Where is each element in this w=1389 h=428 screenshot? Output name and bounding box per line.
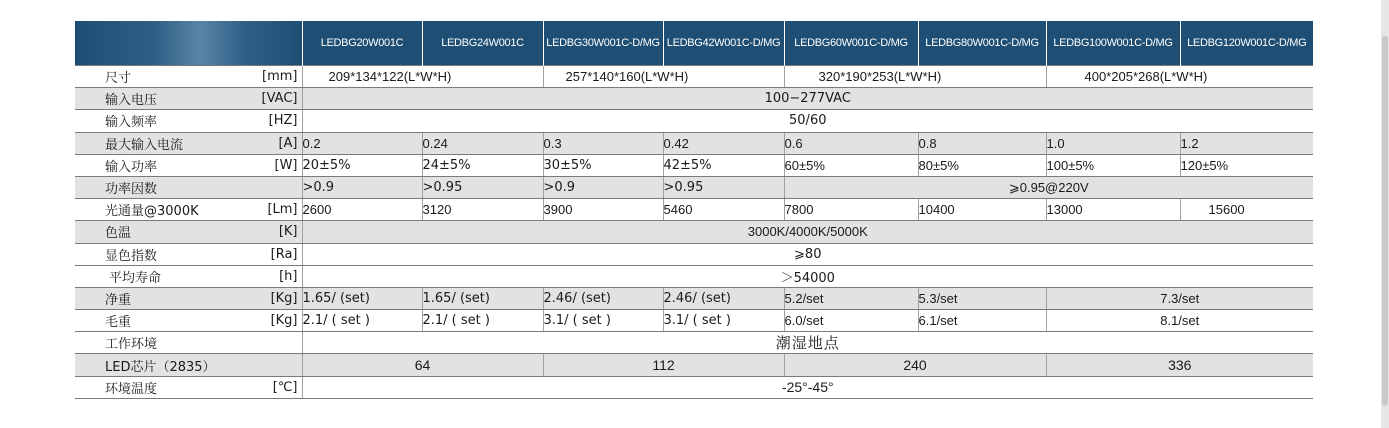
row-label: 尺寸 [75, 66, 219, 88]
cell-value: 0.3 [543, 132, 663, 154]
row-label: 输入频率 [75, 110, 219, 132]
cell-value: 2.1/ ( set ) [302, 310, 422, 332]
row-label: 工作环境 [75, 332, 219, 354]
cell-value: 80±5% [918, 154, 1046, 176]
row-unit: [A] [219, 132, 302, 154]
spec-table [75, 21, 1313, 399]
row-label: 色温 [75, 221, 219, 243]
row-unit: [VAC] [219, 88, 302, 110]
row-luminous-flux [75, 199, 1313, 221]
row-net-weight [75, 287, 1313, 309]
row-color-temp [75, 221, 1313, 243]
cell-value: 5.3/set [918, 287, 1046, 309]
cell-value: 1.2 [1180, 132, 1313, 154]
cell-value: >0.9 [302, 176, 422, 198]
cell-value: 7800 [784, 199, 918, 221]
cell-value: 24±5% [422, 154, 543, 176]
row-ambient-temp [75, 376, 1313, 398]
cell-value: ＞54000 [302, 265, 1313, 287]
cell-value: 240 [784, 354, 1046, 376]
cell-value: 10400 [918, 199, 1046, 221]
cell-value: 15600 [1180, 199, 1313, 221]
cell-value: 64 [302, 354, 543, 376]
row-unit: [Lm] [219, 199, 302, 221]
cell-value: 2.46/ (set) [663, 287, 784, 309]
row-label: 平均寿命 [75, 265, 219, 287]
cell-value: 20±5% [302, 154, 422, 176]
cell-value: 257*140*160(L*W*H) [543, 66, 784, 88]
cell-value: 0.6 [784, 132, 918, 154]
header-row [75, 21, 1313, 66]
row-label: 光通量@3000K [75, 199, 219, 221]
vertical-scrollbar[interactable] [1381, 0, 1389, 428]
cell-value: 1.65/ (set) [302, 287, 422, 309]
row-unit [219, 176, 302, 198]
cell-value: 3000K/4000K/5000K [302, 221, 1313, 243]
cell-value: 209*134*122(L*W*H) [302, 66, 543, 88]
cell-value: 5460 [663, 199, 784, 221]
cell-value: 120±5% [1180, 154, 1313, 176]
cell-value: >0.95 [663, 176, 784, 198]
cell-value: 0.8 [918, 132, 1046, 154]
row-input-voltage [75, 88, 1313, 110]
cell-value: 1.65/ (set) [422, 287, 543, 309]
row-unit: [mm] [219, 66, 302, 88]
row-unit: [Kg] [219, 287, 302, 309]
cell-value: 400*205*268(L*W*H) [1046, 66, 1313, 88]
cell-value: 3900 [543, 199, 663, 221]
row-lifetime [75, 265, 1313, 287]
cell-value: 6.0/set [784, 310, 918, 332]
row-label: LED芯片（2835） [75, 354, 302, 376]
scrollbar-thumb[interactable] [1382, 36, 1388, 406]
cell-value: 50/60 [302, 110, 1313, 132]
cell-value: >0.95 [422, 176, 543, 198]
cell-value: 0.2 [302, 132, 422, 154]
row-led-chips [75, 354, 1313, 376]
cell-value: 3.1/ ( set ) [543, 310, 663, 332]
cell-value: 2600 [302, 199, 422, 221]
cell-value: 6.1/set [918, 310, 1046, 332]
cell-value: 42±5% [663, 154, 784, 176]
cell-value: 320*190*253(L*W*H) [784, 66, 1046, 88]
row-input-frequency [75, 110, 1313, 132]
row-label: 毛重 [75, 310, 219, 332]
row-unit: [HZ] [219, 110, 302, 132]
model-header: LEDBG100W001C-D/MG [1046, 21, 1180, 66]
cell-value: 0.42 [663, 132, 784, 154]
row-environment [75, 332, 1313, 354]
row-label: 输入电压 [75, 88, 219, 110]
row-gross-weight [75, 310, 1313, 332]
row-unit: [W] [219, 154, 302, 176]
cell-value: 潮湿地点 [302, 332, 1313, 354]
row-unit: [Kg] [219, 310, 302, 332]
row-cri [75, 243, 1313, 265]
row-power-factor [75, 176, 1313, 198]
cell-value: 336 [1046, 354, 1313, 376]
model-header: LEDBG120W001C-D/MG [1180, 21, 1313, 66]
model-header: LEDBG24W001C [422, 21, 543, 66]
model-header: LEDBG42W001C-D/MG [663, 21, 784, 66]
cell-value: 30±5% [543, 154, 663, 176]
row-unit: [Ra] [219, 243, 302, 265]
cell-value: 8.1/set [1046, 310, 1313, 332]
cell-value: 60±5% [784, 154, 918, 176]
row-label: 净重 [75, 287, 219, 309]
cell-value: -25°-45° [302, 376, 1313, 398]
model-header: LEDBG80W001C-D/MG [918, 21, 1046, 66]
row-max-current [75, 132, 1313, 154]
cell-value: 3.1/ ( set ) [663, 310, 784, 332]
cell-value: >0.9 [543, 176, 663, 198]
row-input-power [75, 154, 1313, 176]
row-unit: [K] [219, 221, 302, 243]
cell-value: 7.3/set [1046, 287, 1313, 309]
row-label: 环境温度 [75, 376, 219, 398]
model-header: LEDBG20W001C [302, 21, 422, 66]
row-label: 显色指数 [75, 243, 219, 265]
model-header: LEDBG60W001C-D/MG [784, 21, 918, 66]
cell-value: 3120 [422, 199, 543, 221]
cell-value: ⩾80 [302, 243, 1313, 265]
row-label: 最大输入电流 [75, 132, 219, 154]
row-label: 功率因数 [75, 176, 219, 198]
row-unit [219, 332, 302, 354]
cell-value: 5.2/set [784, 287, 918, 309]
cell-value: 100±5% [1046, 154, 1180, 176]
cell-value: 2.1/ ( set ) [422, 310, 543, 332]
cell-value: 1.0 [1046, 132, 1180, 154]
cell-value: 100−277VAC [302, 88, 1313, 110]
row-unit: [℃] [219, 376, 302, 398]
cell-value: 13000 [1046, 199, 1180, 221]
row-size [75, 66, 1313, 88]
model-header: LEDBG30W001C-D/MG [543, 21, 663, 66]
cell-value: ⩾0.95@220V [784, 176, 1313, 198]
row-unit: [h] [219, 265, 302, 287]
cell-value: 0.24 [422, 132, 543, 154]
row-label: 输入功率 [75, 154, 219, 176]
header-corner [75, 21, 302, 66]
cell-value: 112 [543, 354, 784, 376]
cell-value: 2.46/ (set) [543, 287, 663, 309]
